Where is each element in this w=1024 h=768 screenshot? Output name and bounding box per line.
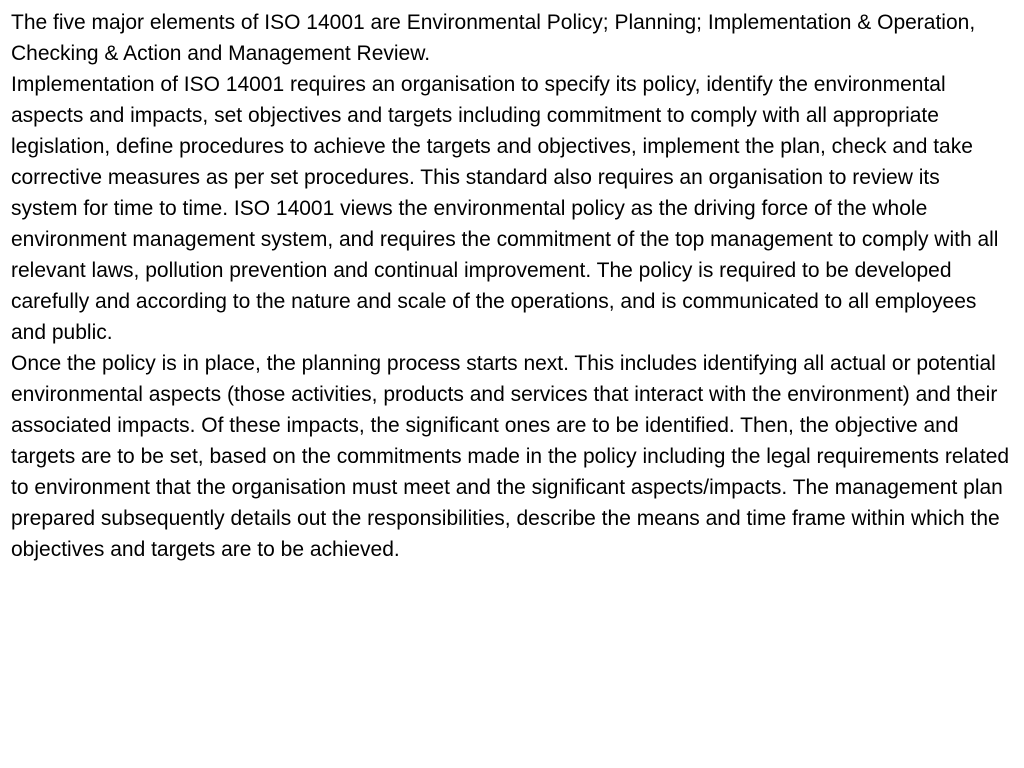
paragraph-planning: Once the policy is in place, the planning process starts next. This includes identifying all actual or potential environmental aspects (those activities, products and services that interact with the environment) and their associated impacts. Of these impacts, the significant ones are to be identified. Then, the objective and targets are to be set, based on the commitments made in the policy including the legal requirements related to environment that the organisation must meet and the significant aspects/impacts. The management plan prepared subsequently details out the responsibilities, describe the means and time frame within which the objectives and targets are to be achieved. — [11, 352, 1010, 561]
paragraph-implementation: Implementation of ISO 14001 requires an organisation to specify its policy, identify the environmental aspects and impacts, set objectives and targets including commitment to comply with all appropriate legislation, define procedures to achieve the targets and objectives, implement the plan, check and take corrective measures as per set procedures. This standard also requires an organisation to review its system for time to time. ISO 14001 views the environmental policy as the driving force of the whole environment management system, and requires the commitment of the top management to comply with all relevant laws, pollution prevention and continual improvement. The policy is required to be developed carefully and according to the nature and scale of the operations, and is communicated to all employees and public. — [11, 73, 999, 344]
paragraph-elements: The five major elements of ISO 14001 are Environmental Policy; Planning; Implementation & Operation, Checking & Action and Management Review. — [11, 11, 976, 65]
